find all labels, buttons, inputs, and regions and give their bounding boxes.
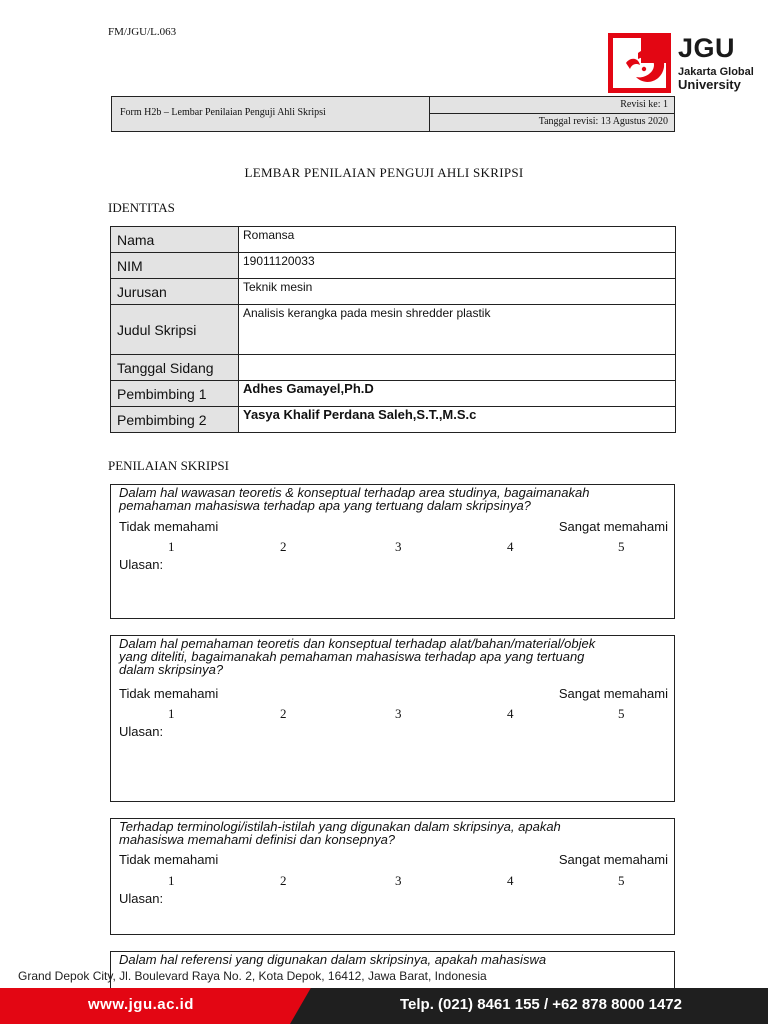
review-label: Ulasan:	[119, 891, 164, 906]
question-line: Dalam hal pemahaman teoretis dan konseptual terhadap alat/bahan/material/objek	[119, 636, 596, 651]
footer-website[interactable]: www.jgu.ac.id	[88, 996, 194, 1013]
identity-value: Adhes Gamayel,Ph.D	[243, 381, 374, 396]
question-line: Dalam hal wawasan teoretis & konseptual terhadap area studinya, bagaimanakah	[119, 485, 590, 500]
scale-option-3[interactable]: 3	[395, 539, 402, 554]
question-line: Dalam hal referensi yang digunakan dalam skripsinya, apakah mahasiswa	[119, 952, 547, 967]
scale-option-4[interactable]: 4	[507, 539, 514, 554]
revision-cell	[430, 97, 674, 114]
scale-option-3[interactable]: 3	[395, 873, 402, 888]
scale-high-label: Sangat memahami	[558, 852, 668, 867]
form-code: FM/JGU/L.063	[108, 26, 177, 38]
scale-low-label: Tidak memahami	[119, 852, 219, 867]
scale-option-4[interactable]: 4	[507, 706, 514, 721]
question-text	[119, 820, 659, 846]
question-box-3	[110, 818, 675, 935]
identity-label: Nama	[111, 227, 239, 252]
scale-option-4[interactable]: 4	[507, 873, 514, 888]
identity-label: Jurusan	[111, 279, 239, 304]
identity-label: Tanggal Sidang	[111, 355, 239, 380]
question-box-2	[110, 635, 675, 802]
question-line: dalam skripsinya?	[119, 662, 224, 677]
scale-option-5[interactable]: 5	[618, 539, 625, 554]
question-line: yang diteliti, bagaimanakah pemahaman mahasiswa terhadap apa yang tertuang	[119, 649, 585, 664]
identity-row-tanggal-sidang	[111, 355, 675, 381]
question-text	[119, 486, 659, 512]
logo-abbreviation: JGU	[678, 33, 736, 63]
identity-label: Judul Skripsi	[111, 305, 239, 354]
scale-option-1[interactable]: 1	[168, 873, 175, 888]
review-label: Ulasan:	[119, 557, 164, 572]
scale-option-5[interactable]: 5	[618, 873, 625, 888]
identity-row-nim	[111, 253, 675, 279]
question-line: pemahaman mahasiswa terhadap apa yang tertuang dalam skripsinya?	[119, 498, 531, 513]
scale-low-label: Tidak memahami	[119, 519, 219, 534]
question-text	[119, 637, 659, 676]
jgu-logo-icon	[608, 33, 671, 93]
identity-row-nama	[111, 227, 675, 253]
scale-high-label: Sangat memahami	[558, 686, 668, 701]
question-line: mahasiswa memahami definisi dan konsepnya?	[119, 832, 396, 847]
scale-option-2[interactable]: 2	[280, 706, 287, 721]
footer-bar	[0, 988, 768, 1024]
identity-table	[110, 226, 676, 433]
identity-label: Pembimbing 1	[111, 381, 239, 406]
scale-option-5[interactable]: 5	[618, 706, 625, 721]
logo-line-2: University	[678, 77, 741, 92]
university-logo	[608, 33, 754, 93]
footer-phone: Telp. (021) 8461 155 / +62 878 8000 1472	[399, 996, 682, 1013]
scale-low-label: Tidak memahami	[119, 686, 219, 701]
form-name-cell	[112, 97, 430, 131]
question-text	[119, 953, 659, 966]
scale-option-1[interactable]: 1	[168, 539, 175, 554]
identity-value: Yasya Khalif Perdana Saleh,S.T.,M.S.c	[243, 407, 477, 422]
identity-value: Analisis kerangka pada mesin shredder plastik	[243, 306, 491, 320]
form-name: Form H2b – Lembar Penilaian Penguji Ahli Skripsi	[120, 107, 326, 118]
logo-line-1: Jakarta Global	[678, 66, 754, 78]
question-box-1	[110, 484, 675, 619]
identity-value: Teknik mesin	[243, 280, 313, 294]
scale-option-2[interactable]: 2	[280, 873, 287, 888]
footer-address: Grand Depok City, Jl. Boulevard Raya No. 2, Kota Depok, 16412, Jawa Barat, Indonesia	[18, 969, 487, 983]
identity-value	[239, 355, 675, 380]
scale-option-3[interactable]: 3	[395, 706, 402, 721]
identity-value: 19011120033	[243, 254, 315, 268]
identity-row-judul	[111, 305, 675, 355]
assessment-heading: PENILAIAN SKRIPSI	[108, 458, 229, 473]
identity-row-pembimbing-1	[111, 381, 675, 407]
question-line: Terhadap terminologi/istilah-istilah yang digunakan dalam skripsinya, apakah	[119, 819, 561, 834]
identity-label: NIM	[111, 253, 239, 278]
form-header-table	[111, 96, 675, 132]
scale-high-label: Sangat memahami	[558, 519, 668, 534]
revision: Revisi ke: 1	[620, 99, 668, 110]
identity-label: Pembimbing 2	[111, 407, 239, 432]
identity-heading: IDENTITAS	[108, 200, 175, 215]
review-label: Ulasan:	[119, 724, 164, 739]
scale-option-1[interactable]: 1	[168, 706, 175, 721]
identity-row-jurusan	[111, 279, 675, 305]
identity-row-pembimbing-2	[111, 407, 675, 432]
revision-date-cell	[430, 114, 674, 131]
scale-option-2[interactable]: 2	[280, 539, 287, 554]
page-title: LEMBAR PENILAIAN PENGUJI AHLI SKRIPSI	[244, 165, 524, 180]
identity-value: Romansa	[243, 228, 295, 242]
revision-date: Tanggal revisi: 13 Agustus 2020	[538, 116, 668, 127]
